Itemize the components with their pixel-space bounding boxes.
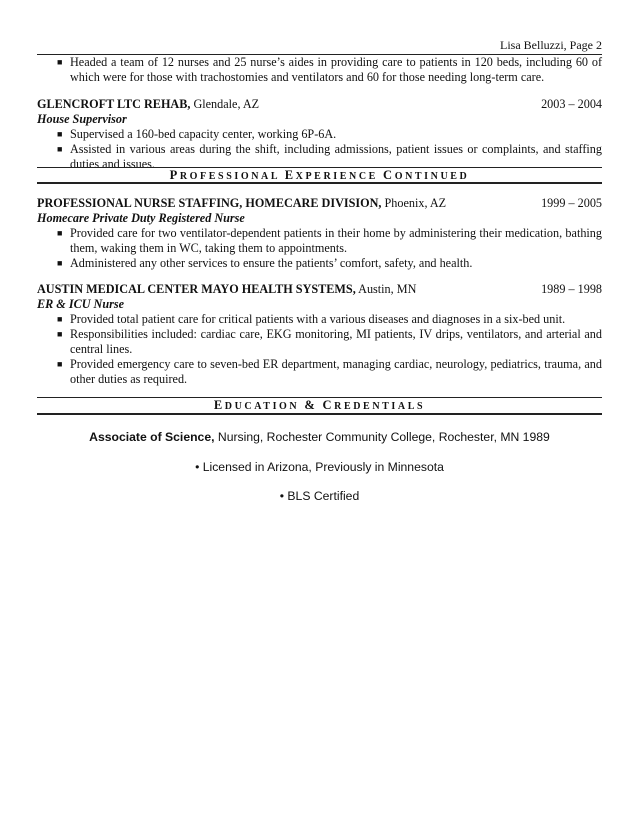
bullet-icon: ■ (57, 314, 63, 324)
list-item: ■ Headed a team of 12 nurses and 25 nurse’s aides in providing care to patients in 120 beds, including 60 of which were for those with trachostomies and ventilators and 60 for those needing long-term care. (57, 55, 602, 84)
job-line (37, 196, 602, 211)
bullet-icon: ■ (57, 258, 63, 268)
education-license: • Licensed in Arizona, Previously in Minnesota (195, 460, 444, 474)
list-item: ■ Administered any other services to ensure the patients’ comfort, safety, and health. (57, 256, 473, 270)
section-rule-top (37, 397, 602, 398)
continued-bullets (37, 55, 602, 85)
list-item: ■ Responsibilities included: cardiac care, EKG monitoring, MI patients, IV drips, ventilators, and arterial and central lines. (57, 327, 602, 356)
list-item: ■ Provided emergency care to seven-bed ER department, managing cardiac, neurology, pediatrics, trauma, and other duties as required. (57, 357, 602, 386)
list-item: ■ Provided care for two ventilator-dependent patients in their home by administering their medication, bathing them, waking them in WC, taking them to appointments. (57, 226, 602, 255)
bullet-icon: ■ (57, 129, 63, 139)
job-dates: 2003 – 2004 (541, 97, 602, 111)
job-line (37, 97, 602, 112)
bullet-icon: ■ (57, 329, 63, 339)
company-location: Glendale, AZ (190, 97, 260, 111)
job-line (37, 282, 602, 297)
bullet-icon: ■ (57, 228, 63, 238)
job-title: ER & ICU Nurse (37, 297, 125, 311)
job-glencroft (37, 97, 602, 172)
job-austin (37, 282, 602, 387)
company-location: Austin, MN (355, 282, 417, 296)
bullet-icon: ■ (57, 359, 63, 369)
bullet-icon: ■ (57, 57, 63, 67)
education-bls: • BLS Certified (279, 489, 360, 503)
education-degree: Associate of Science, Nursing, Rochester Community College, Rochester, MN 1989 (89, 430, 550, 444)
resume-page (37, 0, 602, 826)
section-title-experience: PROFESSIONAL EXPERIENCE CONTINUED (169, 168, 470, 182)
section-rule-top (37, 167, 602, 168)
list-item: ■ Supervised a 160-bed capacity center, working 6P-6A. (57, 127, 337, 141)
job-dates: 1999 – 2005 (541, 196, 602, 210)
list-item: ■ Assisted in various areas during the shift, including admissions, patient issues or complaints, and staffing duties and issues. (57, 142, 602, 171)
job-title: Homecare Private Duty Registered Nurse (37, 211, 245, 225)
page-header: Lisa Belluzzi, Page 2 (500, 38, 602, 52)
section-title-education: EDUCATION & CREDENTIALS (213, 398, 426, 412)
job-title: House Supervisor (37, 112, 127, 126)
section-rule-bottom (37, 182, 602, 184)
company-name: GLENCROFT LTC REHAB, (37, 97, 191, 111)
bullet-icon: ■ (57, 144, 63, 154)
company-name: AUSTIN MEDICAL CENTER MAYO HEALTH SYSTEMS, (37, 282, 356, 296)
job-staffing (37, 196, 602, 271)
list-item: ■ Provided total patient care for critical patients with a various diseases and diagnoses in a six-bed unit. (57, 312, 566, 326)
company-location: Phoenix, AZ (381, 196, 447, 210)
section-rule-bottom (37, 413, 602, 415)
company-name: PROFESSIONAL NURSE STAFFING, HOMECARE DIVISION, (37, 196, 382, 210)
job-dates: 1989 – 1998 (541, 282, 602, 296)
